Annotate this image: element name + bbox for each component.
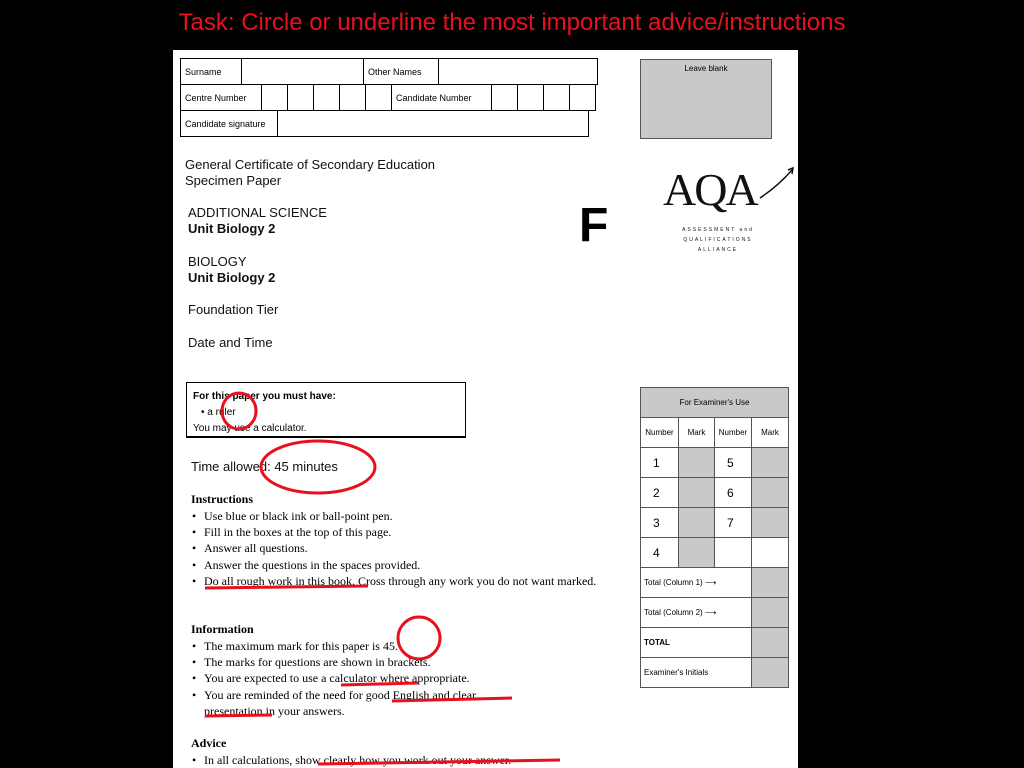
candidate-number-label: Candidate Number [392,85,492,111]
mark-cell[interactable] [679,508,715,538]
question-number: 3 [641,508,679,538]
subject-block-1 [188,205,327,237]
instructions-list [192,508,602,589]
other-names-label: Other Names [364,59,439,85]
question-number: 7 [715,508,752,538]
logo-sub-line: QUALIFICATIONS [683,237,753,243]
centre-digit[interactable] [366,85,392,111]
examiner-initials-label: Examiner's Initials [641,658,752,688]
logo-swoosh-icon [758,164,798,204]
question-number: 2 [641,478,679,508]
centre-digit[interactable] [340,85,366,111]
list-item: • Answer the questions in the spaces provided. [192,557,602,573]
list-item: • In all calculations, show clearly how you work out your answer. [192,752,602,768]
leave-blank-box [640,59,772,139]
mark-cell[interactable] [752,478,789,508]
centre-number-label: Centre Number [181,85,262,111]
list-item: • You are expected to use a calculator where appropriate. [192,670,532,686]
mark-cell[interactable] [679,538,715,568]
subject-block-2 [188,254,275,286]
aqa-logo: AQA [663,164,757,215]
examiner-use-table [640,387,789,688]
unit-title-1: Unit Biology 2 [188,221,276,236]
signature-field[interactable] [278,111,589,137]
total-column-1-label: Total (Column 1) [644,578,703,587]
required-equipment-box [186,382,466,438]
task-title: Task: Circle or underline the most important advice/instructions [178,9,846,36]
other-names-field[interactable] [439,59,598,85]
signature-form [180,110,589,137]
empty-cell [715,538,752,568]
candidate-form [180,58,598,85]
list-item: • The maximum mark for this paper is 45. [192,638,532,654]
total-cell[interactable] [752,628,789,658]
col-number-header: Number [641,418,679,448]
leave-blank-label: Leave blank [684,64,728,73]
advice-heading: Advice [191,736,227,750]
centre-digit[interactable] [288,85,314,111]
calculator-note: You may use a calculator. [193,423,307,434]
subject-title-2: BIOLOGY [188,254,247,269]
specimen-line: Specimen Paper [185,173,282,188]
arrow-right-icon: ⟶ [704,578,717,587]
tier-label: Foundation Tier [188,302,279,317]
list-item: • Use blue or black ink or ball-point pen. [192,508,602,524]
exam-paper [173,50,798,768]
tier-letter: F [579,199,609,252]
total-cell[interactable] [752,598,789,628]
total-column-2 [641,598,752,628]
col-mark-header: Mark [752,418,789,448]
list-item: • Fill in the boxes at the top of this page. [192,524,602,540]
signature-label: Candidate signature [181,111,278,137]
mark-cell[interactable] [752,448,789,478]
candidate-digit[interactable] [544,85,570,111]
logo-sub-line: ALLIANCE [697,247,739,253]
examiner-table-title: For Examiner's Use [641,388,789,418]
mark-cell[interactable] [679,478,715,508]
advice-list [192,752,602,768]
candidate-digit[interactable] [518,85,544,111]
arrow-right-icon: ⟶ [704,608,717,617]
candidate-digit[interactable] [492,85,518,111]
information-list [192,638,532,719]
aqa-logo-subtitle [673,225,763,255]
time-allowed: Time allowed: 45 minutes [191,459,338,474]
information-heading: Information [191,622,254,636]
col-mark-header: Mark [679,418,715,448]
date-time-label: Date and Time [188,335,273,350]
centre-digit[interactable] [262,85,288,111]
question-number: 5 [715,448,752,478]
total-column-1 [641,568,752,598]
initials-cell[interactable] [752,658,789,688]
question-number: 1 [641,448,679,478]
question-number: 4 [641,538,679,568]
ruler-item: a ruler [207,407,236,418]
unit-title-2: Unit Biology 2 [188,270,276,285]
candidate-digit[interactable] [570,85,596,111]
surname-label: Surname [181,59,242,85]
logo-sub-line: ASSESSMENT and [682,227,754,233]
surname-field[interactable] [242,59,364,85]
list-item: • The marks for questions are shown in brackets. [192,654,532,670]
grand-total-label: TOTAL [641,628,752,658]
equipment-title: For this paper you must have: [193,391,336,402]
mark-cell[interactable] [752,508,789,538]
gcse-line: General Certificate of Secondary Education [185,157,436,172]
total-column-2-label: Total (Column 2) [644,608,703,617]
equipment-item: • a ruler [201,407,236,418]
col-number-header: Number [715,418,752,448]
qualification-header [185,157,435,189]
instructions-heading: Instructions [191,492,254,506]
centre-digit[interactable] [314,85,340,111]
total-cell[interactable] [752,568,789,598]
number-form [180,84,596,111]
list-item: • Answer all questions. [192,540,602,556]
list-item: • You are reminded of the need for good English and clear presentation in your answers. [192,687,532,719]
empty-cell [752,538,789,568]
question-number: 6 [715,478,752,508]
list-item: • Do all rough work in this book. Cross through any work you do not want marked. [192,573,602,589]
subject-title-1: ADDITIONAL SCIENCE [188,205,327,220]
mark-cell[interactable] [679,448,715,478]
